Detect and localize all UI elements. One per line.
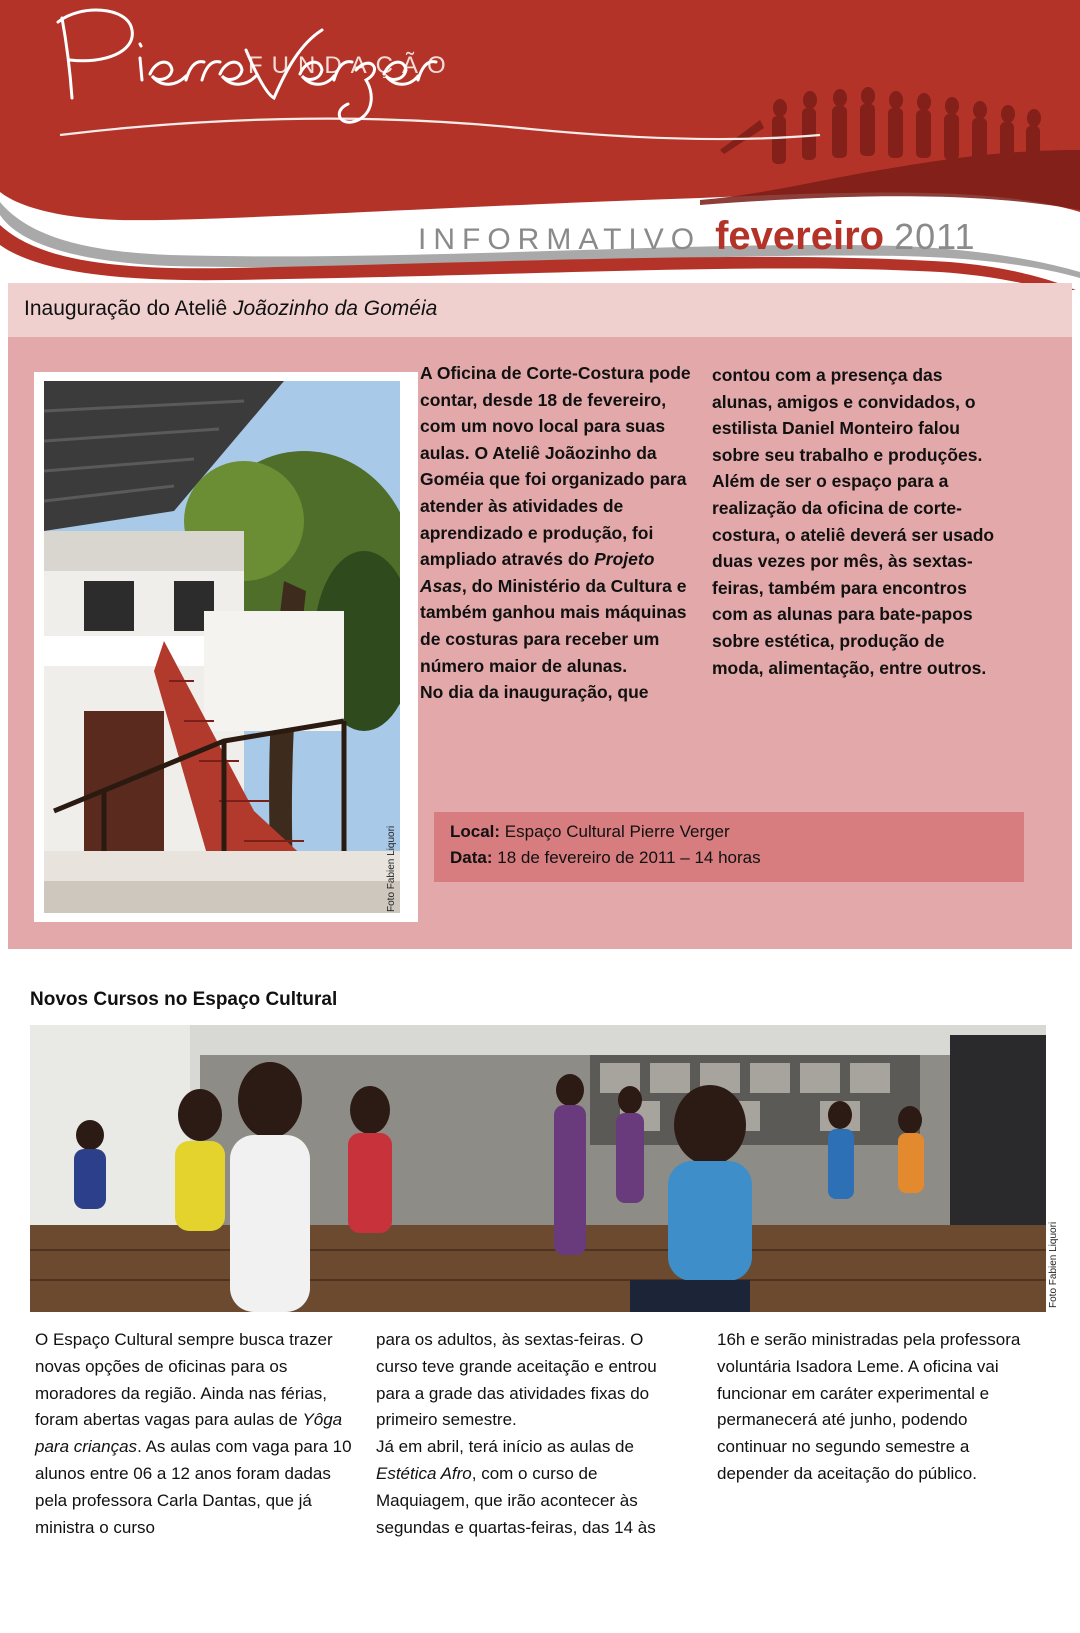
section2-col2-paragraph-2: Já em abril, terá início as aulas de Estética Afro, com o curso de Maquiagem, que irão acontecer às segundas e quartas-feiras, das 14 às xyxy=(376,1437,656,1537)
yoga-class-illustration xyxy=(30,1025,1046,1312)
newsletter-month: fevereiro xyxy=(715,214,885,258)
photo1-credit: Foto Fabien Liquori xyxy=(386,825,397,912)
atelie-building-photo xyxy=(44,381,400,913)
section2-col2-paragraph-1: para os adultos, às sextas-feiras. O curso teve grande aceitação e entrou para a grade das atividades fixas do primeiro semestre. xyxy=(376,1330,657,1430)
section1-col1-paragraph-1: A Oficina de Corte-Costura pode contar, desde 18 de fevereiro, com um novo local para suas aulas. O Ateliê Joãozinho da Goméia que foi organizado para atender às atividades de aprendizado e produção, foi ampliado através do Projeto Asas, do Ministério da Cultura e também ganhou mais máquinas de costuras para receber um número maior de alunas. xyxy=(420,363,691,676)
newsletter-header xyxy=(0,0,1080,290)
yoga-class-photo xyxy=(30,1025,1046,1312)
section1-title-plain: Inauguração do Ateliê xyxy=(24,297,233,320)
section2-col3-paragraph: 16h e serão ministradas pela professora voluntária Isadora Leme. A oficina vai funcionar em caráter experimental e permanecerá até junho, podendo continuar no segundo semestre a depender da aceitação do público. xyxy=(717,1330,1021,1483)
brand-fundacao-label: FUNDAÇÃO xyxy=(248,52,455,79)
photo2-credit: Foto Fabien Liquori xyxy=(1048,1221,1059,1308)
newsletter-word: INFORMATIVO xyxy=(418,223,702,256)
atelie-building-illustration xyxy=(44,381,400,913)
newsletter-edition-line xyxy=(418,214,976,262)
section1-title-italic: Joãozinho da Goméia xyxy=(233,297,438,320)
section2-column-2 xyxy=(376,1327,686,1541)
estetica-afro-italic: Estética Afro xyxy=(376,1463,472,1483)
section1-column-1 xyxy=(420,360,695,706)
yoga-criancas-italic: Yôga para crianças xyxy=(35,1410,343,1457)
projeto-asas-italic: Projeto Asas xyxy=(420,549,655,596)
event-date: Data: 18 de fevereiro de 2011 – 14 horas xyxy=(450,848,761,867)
section1-col2-paragraph: contou com a presença das alunas, amigos e convidados, o estilista Daniel Monteiro falou sobre seu trabalho e produções. Além de ser o espaço para a realização da oficina de corte-costura, o ateliê deverá ser usado duas vezes por mês, às sextas-feiras, também para encontros com as alunas para bate-papos sobre estética, produção de moda, alimentação, entre outros. xyxy=(712,365,995,678)
section2-column-3 xyxy=(717,1327,1039,1488)
event-location: Local: Espaço Cultural Pierre Verger xyxy=(450,822,730,841)
event-info-box xyxy=(434,812,1024,882)
pierre-verger-signature-logo xyxy=(0,0,440,130)
section1-column-2 xyxy=(712,362,1000,681)
section1-col1-paragraph-2: No dia da inauguração, que xyxy=(420,682,649,703)
section2-col1-paragraph: O Espaço Cultural sempre busca trazer novas opções de oficinas para os moradores da região. Ainda nas férias, foram abertas vagas para aulas de Yôga para crianças. As aulas com vaga para 10 alunos entre 06 a 12 anos foram dadas pela professora Carla Dantas, que já ministra o curso xyxy=(35,1330,352,1537)
newsletter-year: 2011 xyxy=(894,216,976,257)
section1-title xyxy=(24,297,437,321)
section2-title: Novos Cursos no Espaço Cultural xyxy=(30,989,338,1010)
section2-column-1 xyxy=(35,1327,353,1541)
